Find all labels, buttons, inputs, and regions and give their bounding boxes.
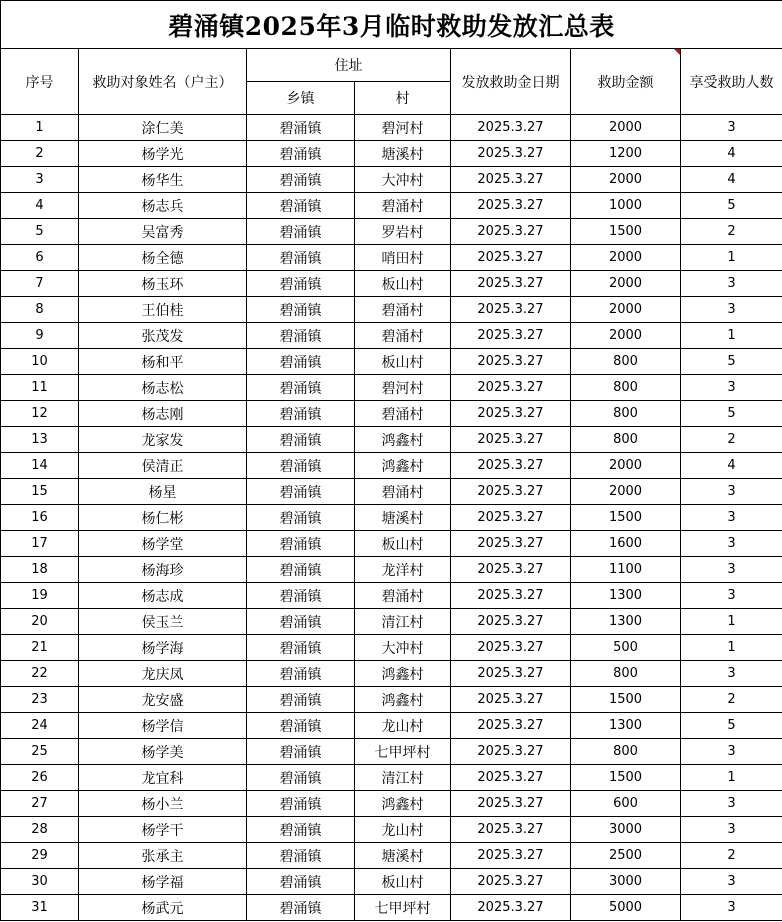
cell-name[interactable]: 龙安盛 [79,687,247,713]
cell-village[interactable]: 碧涌村 [355,479,451,505]
cell-town[interactable]: 碧涌镇 [247,375,355,401]
table-row [1,635,782,661]
cell-people[interactable]: 3 [681,661,782,687]
cell-people[interactable]: 1 [681,609,782,635]
header-town[interactable]: 乡镇 [247,82,355,115]
cell-town[interactable]: 碧涌镇 [247,713,355,739]
cell-date[interactable]: 2025.3.27 [451,349,571,375]
cell-town[interactable]: 碧涌镇 [247,271,355,297]
cell-name[interactable]: 杨仁彬 [79,505,247,531]
cell-name[interactable]: 龙家发 [79,427,247,453]
cell-people[interactable]: 1 [681,323,782,349]
cell-town[interactable]: 碧涌镇 [247,219,355,245]
cell-seq[interactable]: 31 [1,895,79,921]
cell-village[interactable]: 碧涌村 [355,401,451,427]
cell-name[interactable]: 杨武元 [79,895,247,921]
cell-people[interactable]: 2 [681,843,782,869]
cell-seq[interactable]: 24 [1,713,79,739]
cell-people[interactable]: 2 [681,219,782,245]
cell-village[interactable]: 鸿鑫村 [355,687,451,713]
cell-amount[interactable]: 1200 [571,141,681,167]
cell-people[interactable]: 4 [681,167,782,193]
cell-village[interactable]: 清江村 [355,765,451,791]
cell-people[interactable]: 1 [681,635,782,661]
cell-town[interactable]: 碧涌镇 [247,765,355,791]
cell-seq[interactable]: 13 [1,427,79,453]
cell-amount[interactable]: 1300 [571,583,681,609]
cell-town[interactable]: 碧涌镇 [247,583,355,609]
header-name[interactable]: 救助对象姓名（户主） [79,49,247,115]
cell-seq[interactable]: 29 [1,843,79,869]
cell-amount[interactable]: 5000 [571,895,681,921]
cell-amount[interactable]: 2000 [571,479,681,505]
cell-name[interactable]: 杨学干 [79,817,247,843]
cell-people[interactable]: 4 [681,141,782,167]
cell-town[interactable]: 碧涌镇 [247,505,355,531]
cell-people[interactable]: 2 [681,687,782,713]
table-row [1,765,782,791]
cell-village[interactable]: 塘溪村 [355,141,451,167]
cell-name[interactable]: 杨志松 [79,375,247,401]
table-row [1,895,782,921]
cell-date[interactable]: 2025.3.27 [451,609,571,635]
cell-date[interactable]: 2025.3.27 [451,739,571,765]
cell-town[interactable]: 碧涌镇 [247,557,355,583]
cell-amount[interactable]: 2000 [571,167,681,193]
cell-village[interactable]: 碧涌村 [355,583,451,609]
table-row [1,193,782,219]
cell-amount[interactable]: 2000 [571,245,681,271]
cell-seq[interactable]: 3 [1,167,79,193]
table-row [1,349,782,375]
cell-seq[interactable]: 9 [1,323,79,349]
cell-village[interactable]: 碧涌村 [355,297,451,323]
cell-seq[interactable]: 23 [1,687,79,713]
cell-name[interactable]: 涂仁美 [79,115,247,141]
cell-town[interactable]: 碧涌镇 [247,869,355,895]
cell-amount[interactable]: 800 [571,427,681,453]
table-row [1,115,782,141]
cell-people[interactable]: 5 [681,713,782,739]
cell-name[interactable]: 王伯桂 [79,297,247,323]
table-row [1,713,782,739]
table-row [1,323,782,349]
cell-name[interactable]: 杨学海 [79,635,247,661]
cell-village[interactable]: 龙山村 [355,713,451,739]
cell-date[interactable]: 2025.3.27 [451,531,571,557]
cell-people[interactable]: 3 [681,791,782,817]
cell-people[interactable]: 1 [681,245,782,271]
cell-amount[interactable]: 2000 [571,453,681,479]
comment-indicator-icon[interactable] [674,49,680,55]
cell-name[interactable]: 侯清正 [79,453,247,479]
cell-name[interactable]: 杨学福 [79,869,247,895]
cell-name[interactable]: 杨志成 [79,583,247,609]
table-row [1,869,782,895]
cell-village[interactable]: 大冲村 [355,635,451,661]
cell-name[interactable]: 龙庆凤 [79,661,247,687]
cell-date[interactable]: 2025.3.27 [451,687,571,713]
table-row [1,817,782,843]
cell-amount[interactable]: 800 [571,349,681,375]
cell-date[interactable]: 2025.3.27 [451,895,571,921]
cell-date[interactable]: 2025.3.27 [451,661,571,687]
cell-village[interactable]: 鸿鑫村 [355,427,451,453]
cell-amount[interactable]: 800 [571,375,681,401]
cell-village[interactable]: 清江村 [355,609,451,635]
cell-town[interactable]: 碧涌镇 [247,791,355,817]
table-row [1,843,782,869]
table-row [1,141,782,167]
cell-name[interactable]: 张茂发 [79,323,247,349]
cell-amount[interactable]: 3000 [571,817,681,843]
cell-seq[interactable]: 2 [1,141,79,167]
cell-town[interactable]: 碧涌镇 [247,193,355,219]
header-date[interactable]: 发放救助金日期 [451,49,571,115]
cell-name[interactable]: 杨和平 [79,349,247,375]
page-title[interactable]: 碧涌镇2025年3月临时救助发放汇总表 [1,1,782,49]
cell-people[interactable]: 5 [681,401,782,427]
cell-village[interactable]: 鸿鑫村 [355,453,451,479]
cell-town[interactable]: 碧涌镇 [247,401,355,427]
cell-seq[interactable]: 22 [1,661,79,687]
table-body [1,1,782,115]
cell-seq[interactable]: 8 [1,297,79,323]
cell-town[interactable]: 碧涌镇 [247,817,355,843]
cell-amount[interactable]: 1500 [571,765,681,791]
cell-village[interactable]: 塘溪村 [355,505,451,531]
cell-name[interactable]: 杨星 [79,479,247,505]
cell-town[interactable]: 碧涌镇 [247,427,355,453]
cell-name[interactable]: 张承主 [79,843,247,869]
cell-village[interactable]: 碧涌村 [355,323,451,349]
header-amount[interactable] [571,49,681,115]
cell-date[interactable]: 2025.3.27 [451,427,571,453]
cell-name[interactable]: 侯玉兰 [79,609,247,635]
cell-seq[interactable]: 5 [1,219,79,245]
cell-village[interactable]: 大冲村 [355,167,451,193]
cell-date[interactable]: 2025.3.27 [451,635,571,661]
cell-village[interactable]: 板山村 [355,869,451,895]
cell-town[interactable]: 碧涌镇 [247,531,355,557]
cell-amount[interactable]: 600 [571,791,681,817]
cell-people[interactable]: 3 [681,869,782,895]
cell-date[interactable]: 2025.3.27 [451,375,571,401]
table-row [1,609,782,635]
table-row [1,687,782,713]
cell-date[interactable]: 2025.3.27 [451,479,571,505]
cell-amount[interactable]: 1500 [571,505,681,531]
cell-amount[interactable]: 500 [571,635,681,661]
cell-village[interactable]: 龙山村 [355,817,451,843]
cell-amount[interactable]: 1500 [571,219,681,245]
cell-people[interactable]: 4 [681,453,782,479]
cell-amount[interactable]: 1500 [571,687,681,713]
cell-date[interactable]: 2025.3.27 [451,505,571,531]
cell-amount[interactable]: 2000 [571,271,681,297]
cell-date[interactable]: 2025.3.27 [451,323,571,349]
cell-seq[interactable]: 17 [1,531,79,557]
cell-date[interactable]: 2025.3.27 [451,271,571,297]
cell-date[interactable]: 2025.3.27 [451,245,571,271]
table-row [1,297,782,323]
header-address[interactable]: 住址 [247,49,451,82]
cell-town[interactable]: 碧涌镇 [247,297,355,323]
cell-people[interactable]: 3 [681,479,782,505]
cell-village[interactable]: 板山村 [355,531,451,557]
cell-date[interactable]: 2025.3.27 [451,193,571,219]
cell-date[interactable]: 2025.3.27 [451,557,571,583]
cell-amount[interactable]: 2500 [571,843,681,869]
cell-amount[interactable]: 1000 [571,193,681,219]
cell-people[interactable]: 3 [681,375,782,401]
table-row [1,479,782,505]
table-row [1,219,782,245]
cell-people[interactable]: 3 [681,739,782,765]
cell-name[interactable]: 杨玉环 [79,271,247,297]
cell-name[interactable]: 吴富秀 [79,219,247,245]
cell-seq[interactable]: 12 [1,401,79,427]
cell-seq[interactable]: 26 [1,765,79,791]
cell-name[interactable]: 杨全德 [79,245,247,271]
cell-village[interactable]: 七甲坪村 [355,739,451,765]
cell-town[interactable]: 碧涌镇 [247,687,355,713]
header-amount-label: 救助金额 [597,74,654,91]
header-village[interactable]: 村 [355,82,451,115]
cell-town[interactable]: 碧涌镇 [247,245,355,271]
cell-seq[interactable]: 19 [1,583,79,609]
cell-date[interactable]: 2025.3.27 [451,869,571,895]
cell-town[interactable]: 碧涌镇 [247,115,355,141]
cell-town[interactable]: 碧涌镇 [247,609,355,635]
table-row [1,271,782,297]
cell-people[interactable]: 3 [681,817,782,843]
cell-town[interactable]: 碧涌镇 [247,895,355,921]
cell-seq[interactable]: 1 [1,115,79,141]
cell-town[interactable]: 碧涌镇 [247,349,355,375]
cell-village[interactable]: 塘溪村 [355,843,451,869]
cell-seq[interactable]: 15 [1,479,79,505]
cell-village[interactable]: 龙洋村 [355,557,451,583]
table-row [1,583,782,609]
cell-people[interactable]: 3 [681,531,782,557]
cell-people[interactable]: 3 [681,271,782,297]
cell-seq[interactable]: 10 [1,349,79,375]
cell-name[interactable]: 杨学堂 [79,531,247,557]
cell-people[interactable]: 3 [681,505,782,531]
cell-village[interactable]: 七甲坪村 [355,895,451,921]
cell-village[interactable]: 鸿鑫村 [355,661,451,687]
cell-date[interactable]: 2025.3.27 [451,765,571,791]
cell-amount[interactable]: 2000 [571,297,681,323]
cell-people[interactable]: 5 [681,349,782,375]
cell-date[interactable]: 2025.3.27 [451,219,571,245]
cell-name[interactable]: 杨海珍 [79,557,247,583]
cell-people[interactable]: 3 [681,895,782,921]
cell-people[interactable]: 3 [681,557,782,583]
cell-town[interactable]: 碧涌镇 [247,167,355,193]
cell-amount[interactable]: 1100 [571,557,681,583]
cell-name[interactable]: 杨小兰 [79,791,247,817]
cell-name[interactable]: 杨学信 [79,713,247,739]
data-rows [1,115,782,921]
cell-date[interactable]: 2025.3.27 [451,167,571,193]
table-row [1,167,782,193]
cell-seq[interactable]: 21 [1,635,79,661]
cell-date[interactable]: 2025.3.27 [451,297,571,323]
cell-date[interactable]: 2025.3.27 [451,453,571,479]
header-people[interactable]: 享受救助人数 [681,49,782,115]
table-row [1,375,782,401]
cell-people[interactable]: 3 [681,297,782,323]
table-row [1,401,782,427]
cell-name[interactable]: 杨学光 [79,141,247,167]
cell-seq[interactable]: 14 [1,453,79,479]
cell-date[interactable]: 2025.3.27 [451,713,571,739]
cell-seq[interactable]: 25 [1,739,79,765]
table-row [1,453,782,479]
cell-seq[interactable]: 4 [1,193,79,219]
cell-seq[interactable]: 7 [1,271,79,297]
cell-date[interactable]: 2025.3.27 [451,843,571,869]
cell-name[interactable]: 龙宜科 [79,765,247,791]
cell-village[interactable]: 碧河村 [355,115,451,141]
cell-name[interactable]: 杨学美 [79,739,247,765]
cell-village[interactable]: 碧涌村 [355,193,451,219]
table-row [1,661,782,687]
cell-town[interactable]: 碧涌镇 [247,323,355,349]
cell-name[interactable]: 杨华生 [79,167,247,193]
cell-village[interactable]: 鸿鑫村 [355,791,451,817]
cell-people[interactable]: 3 [681,583,782,609]
cell-town[interactable]: 碧涌镇 [247,635,355,661]
cell-date[interactable]: 2025.3.27 [451,791,571,817]
cell-village[interactable]: 罗岩村 [355,219,451,245]
cell-name[interactable]: 杨志兵 [79,193,247,219]
cell-village[interactable]: 板山村 [355,349,451,375]
table-row [1,739,782,765]
cell-amount[interactable]: 1300 [571,713,681,739]
cell-town[interactable]: 碧涌镇 [247,453,355,479]
cell-people[interactable]: 1 [681,765,782,791]
cell-people[interactable]: 5 [681,193,782,219]
cell-seq[interactable]: 30 [1,869,79,895]
cell-amount[interactable]: 3000 [571,869,681,895]
cell-seq[interactable]: 11 [1,375,79,401]
cell-amount[interactable]: 800 [571,661,681,687]
table-row [1,505,782,531]
table-row [1,531,782,557]
cell-town[interactable]: 碧涌镇 [247,479,355,505]
cell-seq[interactable]: 18 [1,557,79,583]
cell-seq[interactable]: 27 [1,791,79,817]
cell-date[interactable]: 2025.3.27 [451,115,571,141]
table-row [1,427,782,453]
cell-date[interactable]: 2025.3.27 [451,141,571,167]
cell-town[interactable]: 碧涌镇 [247,661,355,687]
cell-seq[interactable]: 20 [1,609,79,635]
cell-amount[interactable]: 800 [571,739,681,765]
cell-amount[interactable]: 1600 [571,531,681,557]
cell-town[interactable]: 碧涌镇 [247,739,355,765]
table-row [1,557,782,583]
cell-village[interactable]: 板山村 [355,271,451,297]
cell-town[interactable]: 碧涌镇 [247,843,355,869]
cell-seq[interactable]: 16 [1,505,79,531]
cell-village[interactable]: 哨田村 [355,245,451,271]
table-row [1,791,782,817]
cell-seq[interactable]: 28 [1,817,79,843]
cell-amount[interactable]: 2000 [571,323,681,349]
cell-amount[interactable]: 1300 [571,609,681,635]
cell-seq[interactable]: 6 [1,245,79,271]
cell-name[interactable]: 杨志刚 [79,401,247,427]
cell-amount[interactable]: 800 [571,401,681,427]
cell-village[interactable]: 碧河村 [355,375,451,401]
cell-town[interactable]: 碧涌镇 [247,141,355,167]
table-row [1,245,782,271]
cell-date[interactable]: 2025.3.27 [451,817,571,843]
cell-amount[interactable]: 2000 [571,115,681,141]
cell-people[interactable]: 3 [681,115,782,141]
cell-date[interactable]: 2025.3.27 [451,401,571,427]
header-seq[interactable]: 序号 [1,49,79,115]
cell-date[interactable]: 2025.3.27 [451,583,571,609]
cell-people[interactable]: 2 [681,427,782,453]
